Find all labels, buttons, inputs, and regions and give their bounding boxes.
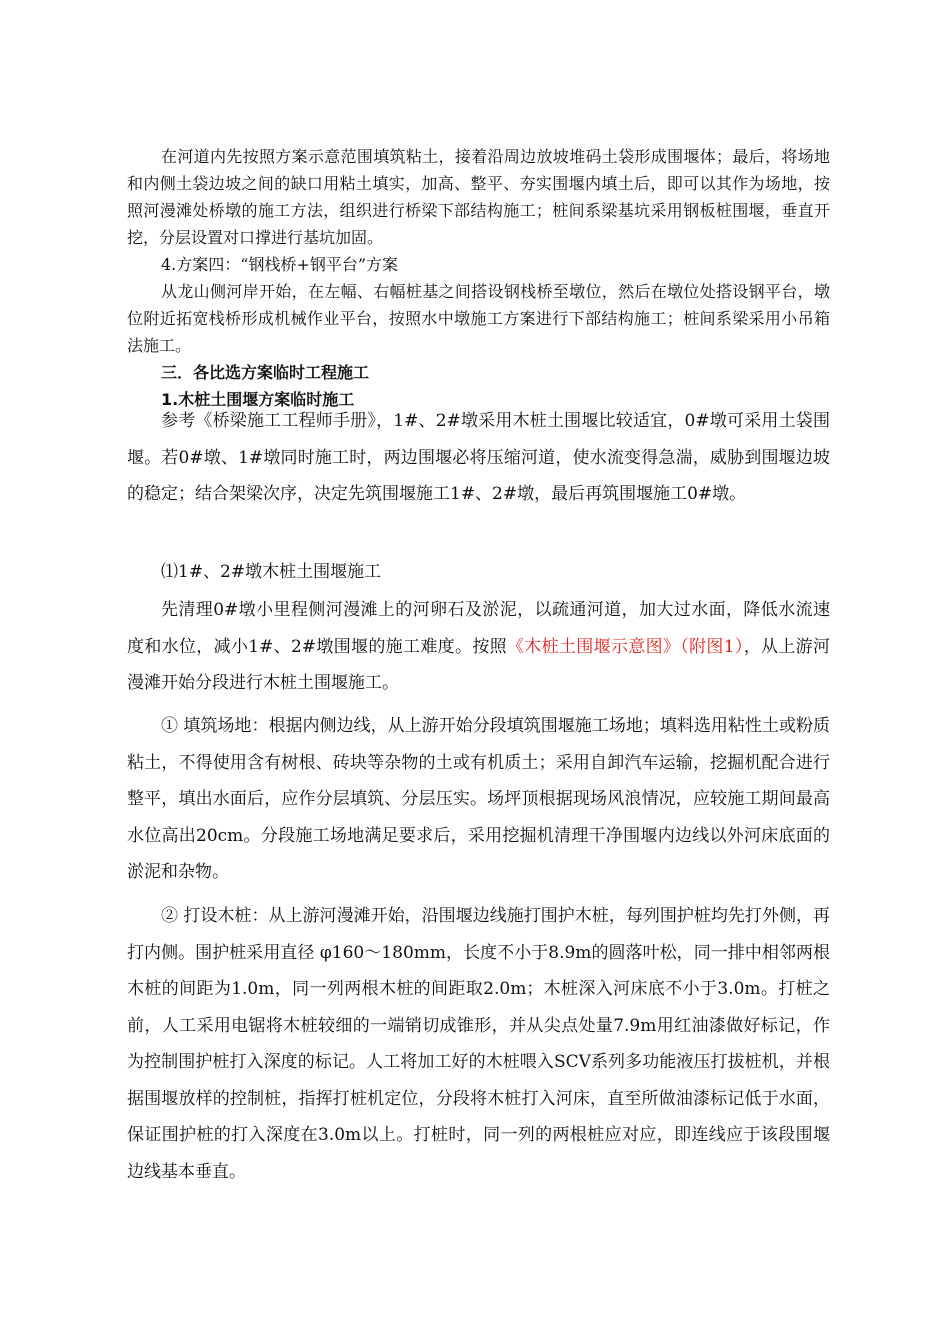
paragraph-steel-trestle: 从龙山侧河岸开始，在左幅、右幅桩基之间搭设钢栈桥至墩位，然后在墩位处搭设钢平台，墩位附近拓宽栈桥形成机械作业平台，按照水中墩施工方案进行下部结构施工；桩间系梁采用小吊箱法施工。	[127, 282, 830, 355]
paragraph-fill-site: ① 填筑场地：根据内侧边线，从上游开始分段填筑围堰施工场地；填料选用粘性土或粉质粘土，不得使用含有树根、砖块等杂物的土或有机质土；采用自卸汽车运输，挖掘机配合进行整平，填出水面后，应作分层填筑、分层压实。场坪顶根据现场风浪情况，应较施工期间最高水位高出20cm。分段施工场地满足要求后，采用挖掘机清理干净围堰内边线以外河床底面的淤泥和杂物。	[127, 716, 830, 882]
heading-pier-cofferdam: ⑴1#、2#墩木桩土围堰施工	[161, 562, 382, 582]
paragraph-clear-riverbed-text: 先清理0#墩小里程侧河漫滩上的河卵石及淤泥，以疏通河道，加大过水面，降低水流速度和水位，减小1#、2#墩围堰的施工难度。按照	[127, 600, 830, 657]
heading-wooden-pile-cofferdam: 1.木桩土围堰方案临时施工	[161, 390, 355, 409]
paragraph-clear-riverbed-end: ，从上游河漫滩开始分段进行木桩土围堰施工。	[127, 636, 831, 693]
paragraph-handbook-reference: 参考《桥梁施工工程师手册》，1#、2#墩采用木桩土围堰比较适宜，0#墩可采用土袋围堰。若0#墩、1#墩同时施工时，两边围堰必将压缩河道，使水流变得急湍，威胁到围堰边坡的稳定；结合架梁次序，决定先筑围堰施工1#、2#墩，最后再筑围堰施工0#墩。	[127, 411, 830, 504]
heading-scheme-four: 4.方案四：“钢栈桥+钢平台”方案	[161, 255, 399, 274]
paragraph-clear-riverbed	[127, 592, 830, 702]
heading-section-three: 三．各比选方案临时工程施工	[161, 363, 370, 382]
paragraph-drive-piles: ② 打设木桩：从上游河漫滩开始，沿围堰边线施打围护木桩，每列围护桩均先打外侧，再打内侧。围护桩采用直径 φ160～180mm，长度不小于8.9m的圆落叶松，同一排中相邻两根木桩的间距为1.0m，同一列两根木桩的间距取2.0m；木桩深入河床底不小于3.0m。打桩之前，人工采用电锯将木桩较细的一端销切成锥形，并从尖点处量7.9m用红油漆做好标记，作为控制围护桩打入深度的标记。人工将加工好的木桩喂入SCV系列多功能液压打拔桩机，并根据围堰放样的控制桩，指挥打桩机定位，分段将木桩打入河床，直至所做油漆标记低于水面，保证围护桩的打入深度在3.0m以上。打桩时，同一列的两根桩应对应，即连线应于该段围堰边线基本垂直。	[127, 906, 830, 1182]
figure-reference-link[interactable]: 《木桩土围堰示意图》（附图1）	[506, 636, 744, 657]
paragraph-cofferdam-fill: 在河道内先按照方案示意范围填筑粘土，接着沿周边放坡堆码土袋形成围堰体；最后，将场地和内侧土袋边坡之间的缺口用粘土填实，加高、整平、夯实围堰内填土后，即可以其作为场地，按照河漫滩处桥墩的施工方法，组织进行桥梁下部结构施工；桩间系梁基坑采用钢板桩围堰，垂直开挖，分层设置对口撑进行基坑加固。	[127, 147, 830, 247]
